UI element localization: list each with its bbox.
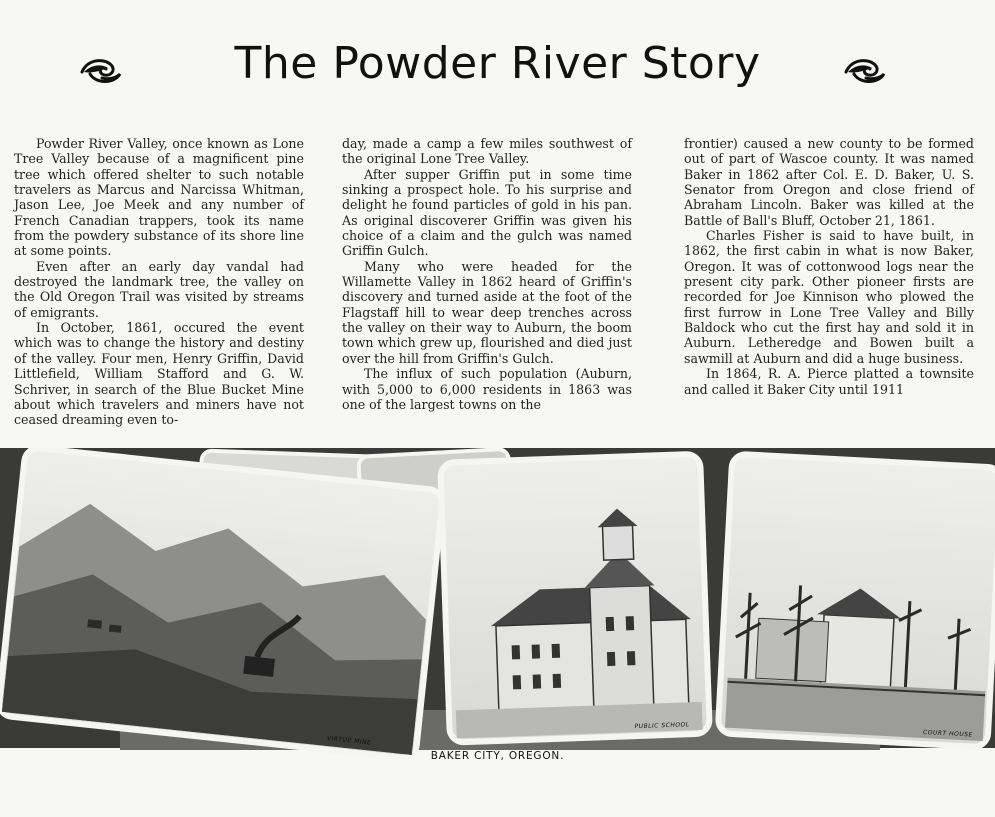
baker-city-illustration — [0, 448, 995, 778]
card-label: COURT HOUSE — [922, 729, 973, 739]
leaf-ornament-right — [842, 56, 888, 86]
paragraph: Powder River Valley, once known as Lone Tree Valley because of a magnificent pine tree which offered shelter to such notable travelers as Marcus and Narcissa Whitman, Jason Lee, Joe Meek and any number of French Canadian trappers, took its name from the powdery substance of its shore line at some points. — [14, 136, 304, 259]
paragraph: After supper Griffin put in some time sinking a prospect hole. To his surprise and delight he found particles of gold in his pan. As original discoverer Griffin was given his choice of a claim and the gulch was named Griffin Gulch. — [342, 166, 632, 259]
paragraph: In 1864, R. A. Pierce platted a townsite and called it Baker City until 1911 — [684, 366, 974, 397]
paragraph: Charles Fisher is said to have built, in 1862, the first cabin in what is now Baker, Oregon. It was of cottonwood logs near the present city park. Other pioneer firsts are recorded for Joe Kinnison who plowed the first furrow in Lone Tree Valley and Billy Baldock who cut the first hay and sold it in Auburn. Letheredge and Bowen built a sawmill at Auburn and did a huge business. — [684, 228, 974, 366]
mine-card — [0, 448, 443, 759]
paragraph: In October, 1861, occured the event which was to change the history and destiny of the valley. Four men, Henry Griffin, David Littlefield, William Stafford and G. W. Schriver, in search of the Blue Bucket Mine about which travelers and miners have not ceased dreaming even to- — [14, 320, 304, 428]
paragraph-continuation: day, made a camp a few miles southwest of the original Lone Tree Valley. — [342, 136, 632, 167]
text-column-2 — [342, 136, 632, 412]
paragraph: Many who were headed for the Willamette Valley in 1862 heard of Griffin's discovery and turned aside at the foot of the Flagstaff hill to wear deep trenches across the valley on their way to Auburn, the boom town which grew up, flourished and died just over the hill from Griffin's Gulch. — [342, 258, 632, 366]
courthouse-card — [718, 454, 995, 748]
text-column-1 — [14, 136, 304, 428]
paragraph: Even after an early day vandal had destroyed the landmark tree, the valley on the Old Oregon Trail was visited by streams of emigrants. — [14, 258, 304, 320]
text-column-3 — [684, 136, 974, 397]
card-label: VIRTUE MINE — [326, 734, 372, 747]
school-card — [440, 454, 710, 743]
paragraph: The influx of such population (Auburn, with 5,000 to 6,000 residents in 1863 was one of the largest towns on the — [342, 366, 632, 412]
illustration-caption: BAKER CITY, OREGON. — [430, 750, 565, 762]
card-label: PUBLIC SCHOOL — [634, 721, 690, 731]
leaf-ornament-left — [78, 56, 124, 86]
article-title: The Powder River Story — [234, 38, 761, 89]
paragraph-continuation: frontier) caused a new county to be formed out of part of Wascoe county. It was named Baker in 1862 after Col. E. D. Baker, U. S. Senator from Oregon and close friend of Abraham Lincoln. Baker was killed at the Battle of Ball's Bluff, October 21, 1861. — [684, 136, 974, 228]
